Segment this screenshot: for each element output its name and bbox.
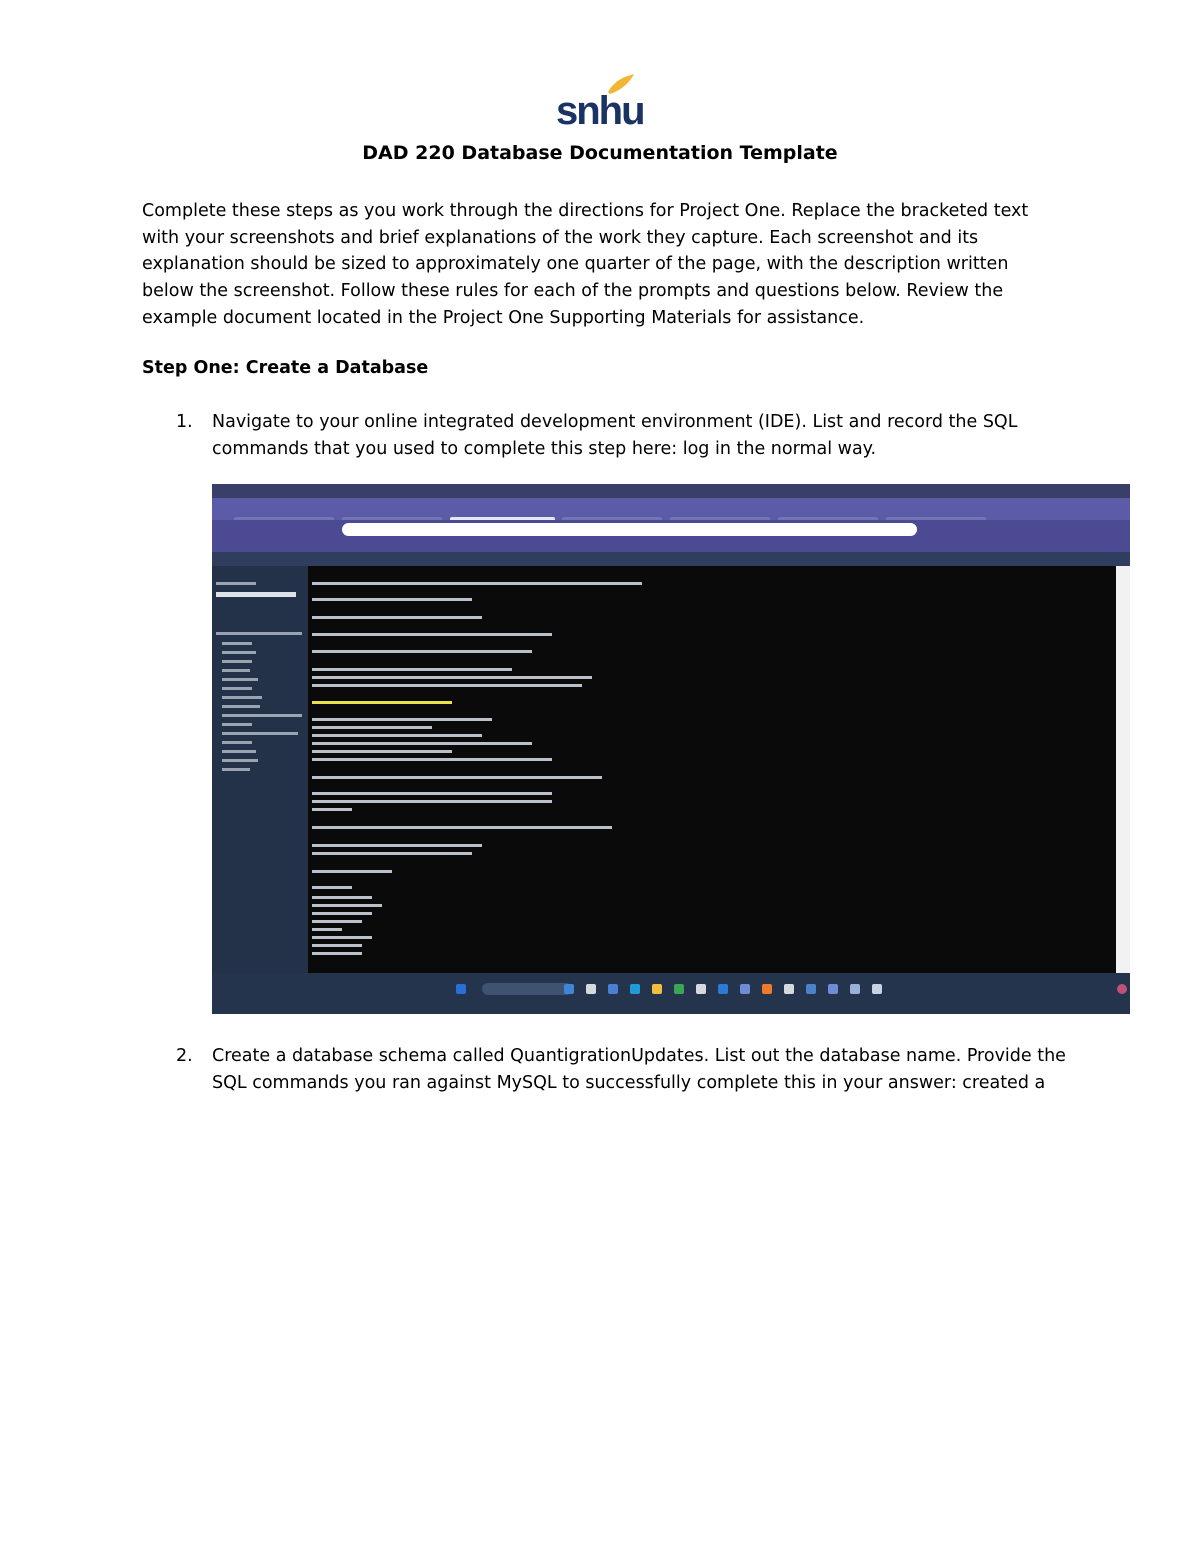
snhu-logo bbox=[556, 74, 644, 134]
screenshot-scrollbar bbox=[1116, 566, 1130, 973]
list-number: 2. bbox=[176, 1046, 193, 1066]
screenshot-bookmarks bbox=[212, 540, 1130, 552]
list-text: Create a database schema called QuantigrationUpdates. List out the database name. Provide the SQL commands you ran against MySQL to successfully complete this in your answer: created a bbox=[212, 1046, 1066, 1093]
list-text: Navigate to your online integrated development environment (IDE). List and record the SQL commands that you used to complete this step here: log in the normal way. bbox=[212, 412, 1018, 459]
screenshot-file-sidebar bbox=[212, 566, 308, 973]
screenshot-terminal bbox=[308, 566, 1116, 973]
logo-wordmark: snhu bbox=[556, 89, 644, 133]
list-number: 1. bbox=[176, 412, 193, 432]
step-heading: Step One: Create a Database bbox=[142, 358, 429, 378]
screenshot-taskbar bbox=[212, 973, 1130, 1014]
intro-paragraph: Complete these steps as you work through the directions for Project One. Replace the bracketed text with your screenshots and brief explanations of the work they capture. Each screenshot and its explanation should be sized to approximately one quarter of the page, with the description written below the screenshot. Follow these rules for each of the prompts and questions below. Review the example document located in the Project One Supporting Materials for assistance. bbox=[142, 201, 1029, 328]
document-title: DAD 220 Database Documentation Template bbox=[362, 142, 838, 164]
ide-screenshot bbox=[212, 484, 1130, 1014]
screenshot-browser-tabs bbox=[212, 498, 1130, 520]
screenshot-titlebar bbox=[212, 484, 1130, 498]
screenshot-toolbar bbox=[212, 552, 1130, 566]
